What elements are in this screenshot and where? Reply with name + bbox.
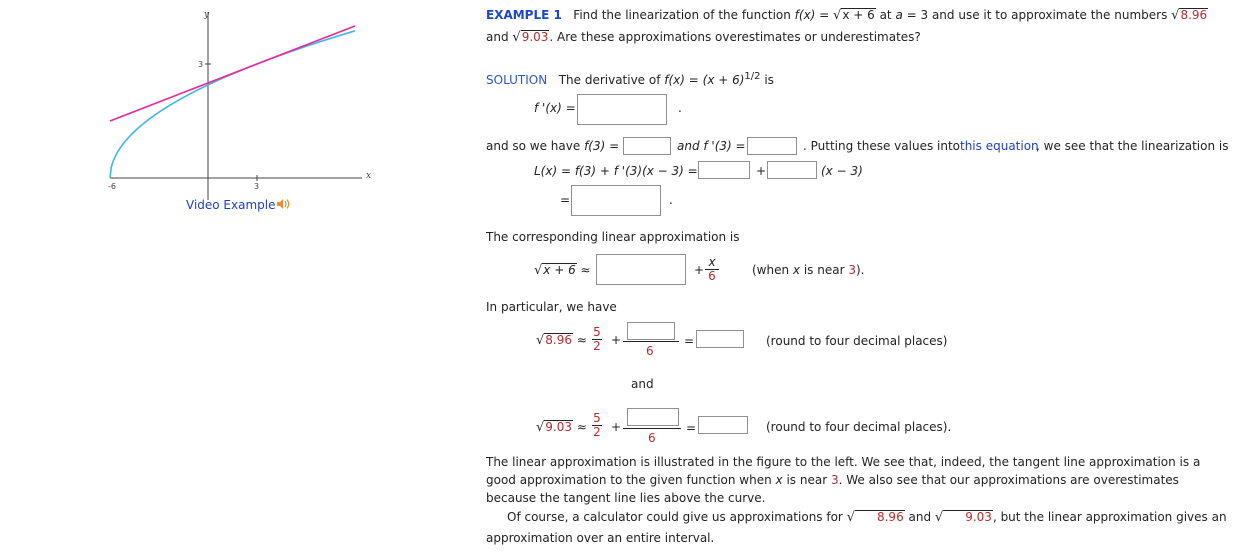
r2-eq: = (686, 421, 697, 435)
q-root1: x + 6 (842, 8, 875, 22)
example-question-line1 (486, 7, 1208, 24)
radical-icon: √ (536, 420, 545, 435)
when-3: 3 (848, 263, 856, 277)
x-tick-label-neg6: -6 (108, 182, 116, 191)
approx-constant-input[interactable] (596, 254, 686, 285)
fprime-answer-input[interactable] (577, 94, 667, 125)
tangent-line (110, 26, 355, 121)
so-we-have-text (486, 139, 619, 153)
r2-lhs (536, 420, 587, 435)
fprime-period: . (678, 101, 682, 115)
and-fprime3-label: and f '(3) = (677, 139, 746, 153)
r1-root: 8.96 (545, 333, 573, 347)
approx-lhs (534, 263, 591, 278)
r2-fraction-bar (623, 428, 681, 429)
example-title: EXAMPLE 1 (486, 8, 562, 22)
r2-root: 9.03 (545, 420, 573, 434)
x-axis-label: x (366, 171, 372, 181)
radical-icon: √ (846, 510, 855, 525)
f3-answer-input[interactable] (623, 137, 671, 155)
deriv-exp: 1/2 (744, 71, 761, 82)
q-three: 3 (920, 8, 929, 22)
fprime3-answer-input[interactable] (747, 137, 797, 155)
conclusion-paragraph-2 (486, 507, 1228, 549)
r1-result-input[interactable] (696, 330, 744, 348)
para2-r2: 9.03 (943, 510, 993, 524)
corresponding-text: The corresponding linear approximation is (486, 230, 740, 244)
deriv-is: is (760, 73, 774, 87)
radical-icon: √ (833, 8, 842, 23)
r1-den6: 6 (646, 344, 654, 358)
r1-eq: = (684, 334, 695, 348)
L-simplified-input[interactable] (571, 185, 661, 216)
r2-result-input[interactable] (698, 416, 748, 434)
r2-approx: ≈ (576, 420, 587, 434)
solution-derivative-line (486, 68, 774, 89)
y-axis-label: y (204, 10, 210, 20)
video-example-link[interactable] (186, 198, 290, 212)
para2-and: and (904, 510, 935, 524)
q-mid: and use it to approximate the numbers (928, 8, 1172, 22)
para1-b: is near (782, 473, 831, 487)
radical-icon: √ (534, 263, 543, 278)
L-final-period: . (669, 193, 673, 207)
r1-numerator-input[interactable] (627, 322, 675, 340)
r1-plus: + (611, 333, 622, 347)
L-plus: + (756, 164, 767, 178)
q-at: at (875, 8, 896, 22)
q-fx: f(x) = (794, 8, 834, 22)
when-mid: is near (800, 263, 849, 277)
L-equals: = (560, 193, 571, 207)
so-we-have: and so we have (486, 139, 585, 153)
r1-approx: ≈ (576, 333, 587, 347)
L-slope-input[interactable] (767, 161, 817, 179)
radical-icon: √ (1171, 8, 1180, 23)
approx-sym: ≈ (580, 263, 591, 277)
frac-x-over-6 (705, 256, 719, 283)
para1-c: . We also see that our approximations are overestimates because the tangent line lies above the curve. (486, 473, 1179, 505)
function-curve (110, 31, 355, 178)
when-near-text (752, 263, 864, 277)
q-root3: 9.03 (521, 30, 549, 44)
L-constant-input[interactable] (698, 161, 750, 179)
and-word: and (631, 377, 654, 391)
r2-round-note: (round to four decimal places). (766, 420, 952, 434)
para2-a: Of course, a calculator could give us approximations for (507, 510, 847, 524)
r2-frac-den: 2 (593, 425, 601, 439)
q-eq3: = (902, 8, 921, 22)
y-tick-label-3: 3 (198, 60, 204, 69)
approx-plus: + (694, 263, 705, 277)
r2-frac-num: 5 (593, 411, 601, 425)
r2-numerator-input[interactable] (627, 408, 679, 426)
r1-frac-num: 5 (593, 325, 601, 339)
q-tail: . Are these approximations overestimates or underestimates? (549, 30, 921, 44)
solution-label: SOLUTION (486, 73, 548, 87)
when-suffix: ). (855, 263, 865, 277)
deriv-text: The derivative of (558, 73, 665, 87)
radical-icon: √ (536, 333, 545, 348)
approx-root: x + 6 (543, 263, 576, 277)
deriv-fx: f(x) = (x + 6) (664, 73, 745, 87)
putting-text (803, 139, 960, 153)
r1-frac-den: 2 (593, 339, 601, 353)
q-prefix: Find the linearization of the function (573, 8, 795, 22)
putting: . Putting these values into (803, 139, 961, 153)
in-particular-text: In particular, we have (486, 300, 617, 314)
r1-frac-5-2 (592, 326, 602, 353)
radical-icon: √ (512, 30, 521, 45)
speaker-icon (276, 198, 290, 212)
para1-x: x (775, 473, 783, 487)
example-question-line2 (486, 29, 921, 46)
para1-a: The linear approximation is illustrated in the figure to the left. We see that, indeed, the tangent line approximation is a good approximation to the given function when (486, 455, 1201, 487)
when-prefix: (when (752, 263, 793, 277)
para2-r1: 8.96 (855, 510, 905, 524)
this-equation-link[interactable]: this equation (960, 139, 1039, 153)
x-minus-3: (x − 3) (821, 164, 863, 178)
x-tick-label-3: 3 (254, 182, 260, 191)
q-and: and (486, 30, 513, 44)
conclusion-paragraph-1 (486, 453, 1228, 507)
we-see-text: , we see that the linearization is (1036, 139, 1229, 153)
radical-icon: √ (934, 510, 944, 525)
r2-plus: + (611, 420, 622, 434)
r2-den6: 6 (648, 431, 656, 445)
when-x: x (792, 263, 801, 277)
para2-b: , but the linear approximation gives an approximation over an entire interval. (486, 510, 1227, 545)
para1-3: 3 (830, 473, 839, 487)
linearization-graph (100, 0, 380, 200)
fprime-label: f '(x) = (534, 101, 576, 115)
q-a: a (895, 8, 903, 22)
f3-label: f(3) = (584, 139, 620, 153)
frac-x-num: x (705, 256, 719, 270)
video-example-label: Video Example (186, 198, 276, 212)
r2-frac-5-2 (592, 412, 602, 439)
r1-lhs (536, 333, 587, 348)
q-root2: 8.96 (1180, 8, 1208, 22)
r1-round-note: (round to four decimal places) (766, 334, 948, 348)
r1-fraction-bar (623, 341, 679, 342)
linearization-label: L(x) = f(3) + f '(3)(x − 3) = (534, 164, 698, 178)
frac-x-den: 6 (708, 269, 716, 283)
